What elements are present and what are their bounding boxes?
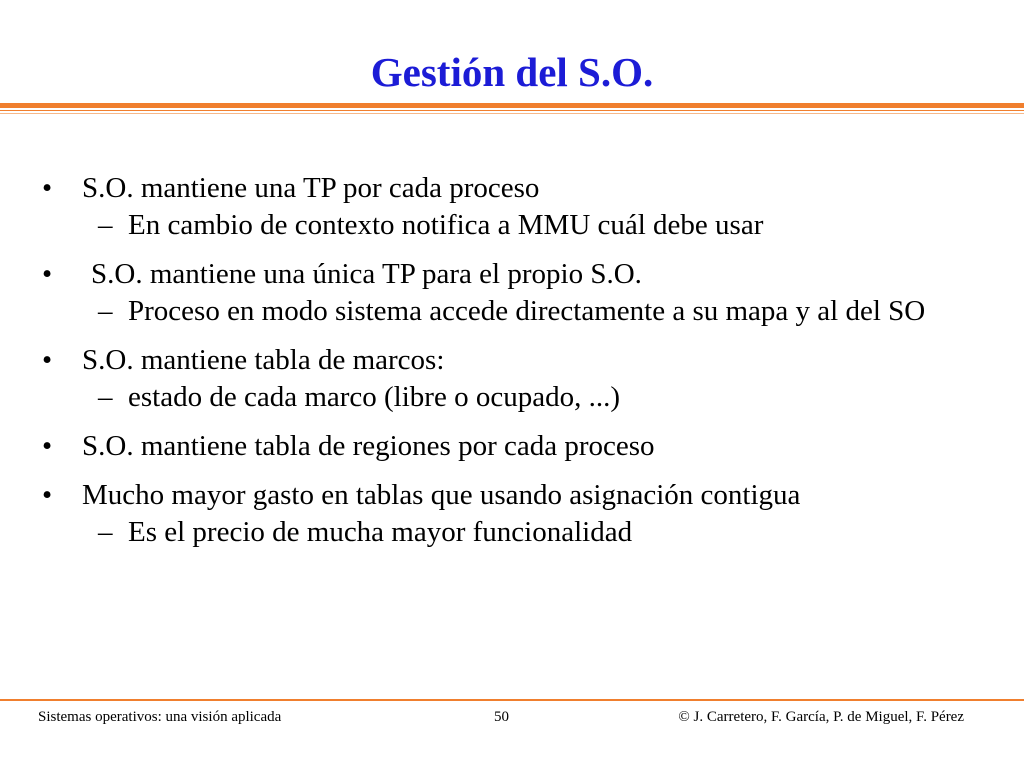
- title-divider-thin: [0, 110, 1024, 111]
- footer-page-number: 50: [494, 709, 509, 725]
- bullet-text: Mucho mayor gasto en tablas que usando asignación contigua: [82, 479, 801, 511]
- footer-copyright: © J. Carretero, F. García, P. de Miguel, F. Pérez: [678, 709, 964, 725]
- title-divider: [0, 103, 1024, 108]
- footer-divider: [0, 699, 1024, 701]
- bullet-text-row: [0, 428, 1024, 465]
- bullet-item: [0, 477, 1024, 551]
- sub-bullet-text: Proceso en modo sistema accede directamente a su mapa y al del SO: [128, 295, 926, 327]
- bullet-icon: •: [42, 479, 53, 511]
- sub-bullet-text: En cambio de contexto notifica a MMU cuál debe usar: [128, 209, 764, 241]
- slide-title: Gestión del S.O.: [370, 49, 654, 95]
- bullet-icon: •: [42, 430, 53, 462]
- sub-bullet: [0, 207, 1024, 244]
- bullet-text-row: [0, 477, 1024, 514]
- bullet-text: S.O. mantiene una TP por cada proceso: [82, 172, 540, 204]
- bullet-item: [0, 170, 1024, 244]
- title-divider-thin-light: [0, 113, 1024, 114]
- bullet-text: S.O. mantiene una única TP para el propio S.O.: [91, 258, 642, 290]
- sub-bullet: [0, 514, 1024, 551]
- sub-bullet-text: estado de cada marco (libre o ocupado, ...): [128, 381, 620, 413]
- bullet-text: S.O. mantiene tabla de marcos:: [82, 344, 445, 376]
- dash-icon: –: [98, 295, 113, 327]
- bullet-icon: •: [42, 344, 53, 376]
- sub-bullet: [0, 293, 1024, 330]
- dash-icon: –: [98, 209, 113, 241]
- dash-icon: –: [98, 381, 113, 413]
- bullet-list: [0, 170, 1024, 563]
- sub-bullet-text: Es el precio de mucha mayor funcionalidad: [128, 516, 633, 548]
- dash-icon: –: [98, 516, 113, 548]
- bullet-text-row: [0, 170, 1024, 207]
- bullet-item: [0, 342, 1024, 416]
- footer-book-title: Sistemas operativos: una visión aplicada: [38, 709, 282, 725]
- bullet-text-row: [0, 256, 1024, 293]
- bullet-icon: •: [42, 172, 53, 204]
- bullet-text: S.O. mantiene tabla de regiones por cada proceso: [82, 430, 655, 462]
- bullet-item: [0, 256, 1024, 330]
- sub-bullet: [0, 379, 1024, 416]
- bullet-icon: •: [42, 258, 53, 290]
- bullet-item: [0, 428, 1024, 465]
- bullet-text-row: [0, 342, 1024, 379]
